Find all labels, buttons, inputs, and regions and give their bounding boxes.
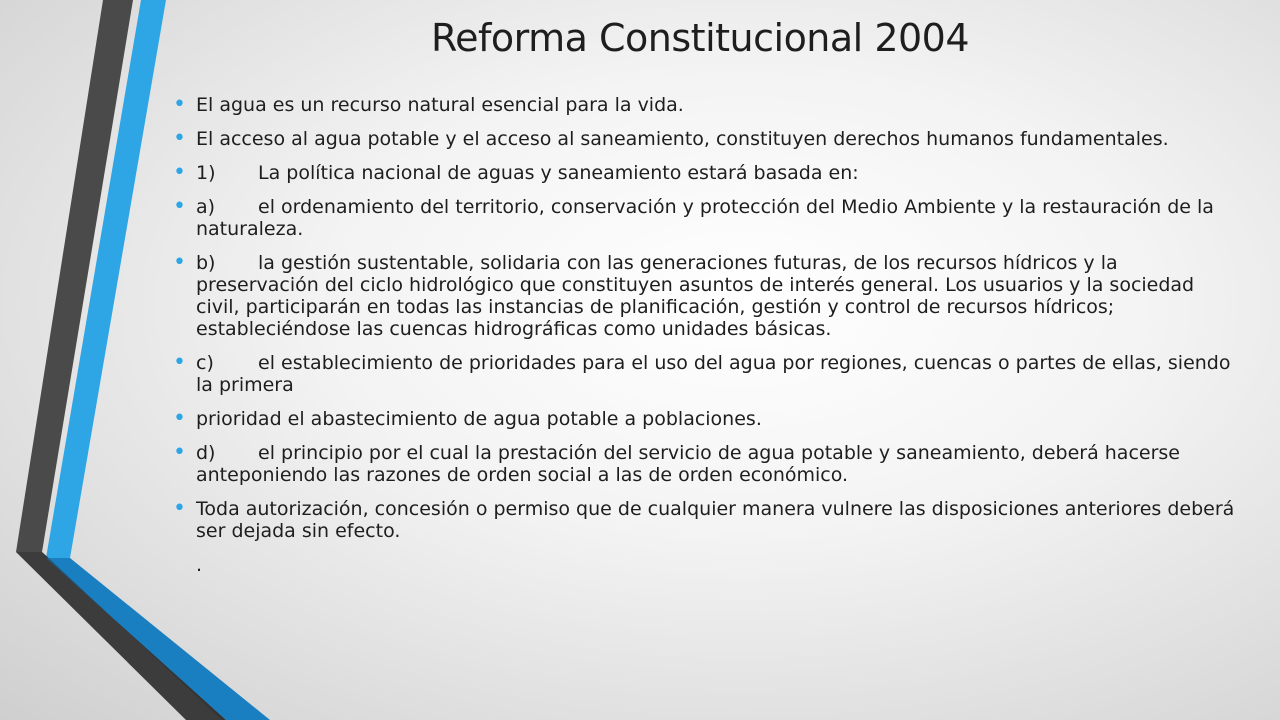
list-item: • 1) La política nacional de aguas y saneamiento estará basada en: (173, 160, 859, 185)
bullet-dot-icon: • (173, 496, 186, 521)
bullet-dot-icon: • (173, 126, 186, 151)
bullet-dot-icon: • (173, 406, 186, 431)
list-item: • b) la gestión sustentable, solidaria con las generaciones futuras, de los recursos hídricos y la preservación del ciclo hidrológico que constituyen asuntos de interés general. Los usuarios y la sociedad civil, participarán en todas las instancias de planificación, gestión y control de recursos hídricos; estableciéndose las cuencas hidrográficas como unidades básicas. (173, 250, 1201, 340)
bullet-dot-icon: • (173, 160, 186, 185)
list-item: • d) el principio por el cual la prestación del servicio de agua potable y saneamiento, deberá hacerse anteponiendo las razones de orden social a las de orden económico. (173, 440, 1187, 486)
list-item: • El acceso al agua potable y el acceso al saneamiento, constituyen derechos humanos fundamentales. (173, 126, 1169, 151)
list-item: • prioridad el abastecimiento de agua potable a poblaciones. (173, 406, 762, 431)
list-item: • Toda autorización, concesión o permiso que de cualquier manera vulnere las disposiciones anteriores deberá ser dejada sin efecto. (173, 496, 1241, 542)
bullet-dot-icon: • (173, 350, 186, 375)
bullet-dot-icon: • (173, 194, 186, 219)
list-item: • c) el establecimiento de prioridades para el uso del agua por regiones, cuencas o partes de ellas, siendo la primera (173, 350, 1237, 396)
bullet-dot-icon: • (173, 92, 186, 117)
list-item: • a) el ordenamiento del territorio, conservación y protección del Medio Ambiente y la restauración de la naturaleza. (173, 194, 1220, 240)
slide-title: Reforma Constitucional 2004 (430, 16, 970, 60)
bullet-dot-icon: • (173, 440, 186, 465)
list-item: . (196, 554, 203, 576)
bullet-list (172, 94, 1242, 588)
bullet-dot-icon: • (173, 250, 186, 275)
list-item: • El agua es un recurso natural esencial para la vida. (173, 92, 684, 117)
